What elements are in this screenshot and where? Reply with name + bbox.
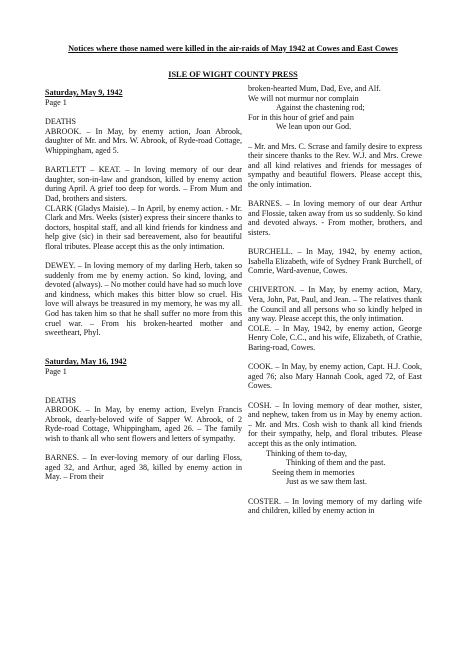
poem-line: We will not murmur nor complain — [248, 93, 359, 103]
notice-cosh: COSH. – In loving memory of dear mother, sister, and nephew, taken from us in May by enemy action. – Mr. and Mrs. Cosh wish to thank all kind friends for their sympathy, help, and floral tributes. Please accept this as the only intimation. — [248, 400, 422, 448]
poem-verse — [248, 449, 422, 487]
right-column — [248, 84, 422, 525]
notice-clark: CLARK (Gladys Maisie). – In April, by enemy action. - Mr. Clark and Mrs. Weeks (sister) express their sincere thanks to doctors, hospital staff, and all kind friends for kindness and help give (sic) in their sad bereavement, also for beautiful floral tributes. Please accept this as the only intimation. — [45, 203, 242, 251]
poem-line: Seeing them in memories — [272, 467, 355, 477]
poem-line: Against the chastening rod; — [276, 103, 365, 113]
notice-continuation: broken-hearted Mum, Dad, Eve, and Alf. — [248, 84, 381, 93]
notice-scrase: – Mr. and Mrs. C. Scrase and family desire to express their sincere thanks to the Rev. W.J. and Mrs. Crewe and all kind relatives and friends for messages of sympathy and beautiful flowers. Please accept this, the only intimation. — [248, 141, 422, 189]
notice-abrook-joan: ABROOK. – In May, by enemy action, Joan Abrook, daughter of Mr. and Mrs. W. Abrook, of Ryde-road Cottage, Whippingham, aged 5. — [45, 126, 242, 155]
poem-line: For in this hour of grief and pain — [248, 112, 354, 122]
notice-barnes-floss: BARNES. – In ever-loving memory of our darling Floss, aged 32, and Arthur, aged 38, killed by enemy action in May. – From their — [45, 453, 242, 482]
poem-verse — [248, 94, 422, 132]
newspaper-name: ISLE OF WIGHT COUNTY PRESS — [168, 70, 298, 79]
left-column — [45, 88, 242, 492]
section-page: Page 1 — [45, 367, 67, 377]
notice-coster: COSTER. – In loving memory of my darling wife and children, killed by enemy action in — [248, 496, 422, 516]
deaths-heading: DEATHS — [45, 395, 77, 405]
poem-line: We lean upon our God. — [276, 122, 352, 132]
notice-abrook-evelyn: ABROOK. – In May, by enemy action, Evelyn Francis Abrook, dearly-beloved wife of Sapper W. Abrook, of 2 Ryde-road Cottage, Whippingham, aged 26. – The family wish to thank all who sent flowers and letters of sympathy. — [45, 405, 242, 443]
notice-cole: COLE. – In May, 1942, by enemy action, George Henry Cole, C.C., and his wife, Elizabeth, of Crathie, Baring-road, Cowes. — [248, 323, 422, 353]
notice-cook: COOK. – In May, by enemy action, Capt. H.J. Cook, aged 76; also Mary Hannah Cook, aged 72, of East Cowes. — [248, 362, 422, 391]
section-date: Saturday, May 16, 1942 — [45, 357, 127, 367]
section-date: Saturday, May 9, 1942 — [45, 88, 123, 97]
notice-barnes-arthur: BARNES. – In loving memory of our dear Arthur and Flossie, taken away from us so suddenly. So kind and devoted always. - From mother, brothers, and sisters. — [248, 199, 422, 237]
notice-burchell: BURCHELL. – In May, 1942, by enemy action, Isabella Elizabeth, wife of Sydney Frank Burchell, of Comrie, Ward-avenue, Cowes. — [248, 247, 422, 276]
notice-chiverton: CHIVERTON. – In May, by enemy action, Mary, Vera, John, Pat, Paul, and Jean. – The relatives thank the Council and all persons who so kindly helped in any way. Please accept this, the only intimation. — [248, 285, 422, 324]
notice-dewey: DEWEY. – In loving memory of my darling Herb, taken so suddenly from me by enemy action. So kind, loving, and devoted (always). – No mother could have had so much love and kindness, which makes this bitter blow so cruel. His love will always be treasured in my memory, he was my all. God has taken him so that he shall suffer no more from this cruel war. – From his broken-hearted mother and sweetheart, Phyl. — [45, 261, 242, 338]
poem-line: Just as we saw them last. — [286, 477, 367, 487]
notice-bartlett-keat: BARTLETT – KEAT. – In loving memory of our dear daughter, son-in-law and grandson, killed by enemy action during April. A grief too deep for words. – From Mum and Dad, brothers and sisters. — [45, 165, 242, 203]
deaths-heading: DEATHS — [45, 117, 77, 127]
poem-line: Thinking of them and the past. — [286, 458, 386, 468]
poem-line: Thinking of them to-day, — [266, 448, 347, 458]
document-title: Notices where those named were killed in the air-raids of May 1942 at Cowes and East Cowes — [68, 44, 398, 53]
section-page: Page 1 — [45, 97, 67, 107]
